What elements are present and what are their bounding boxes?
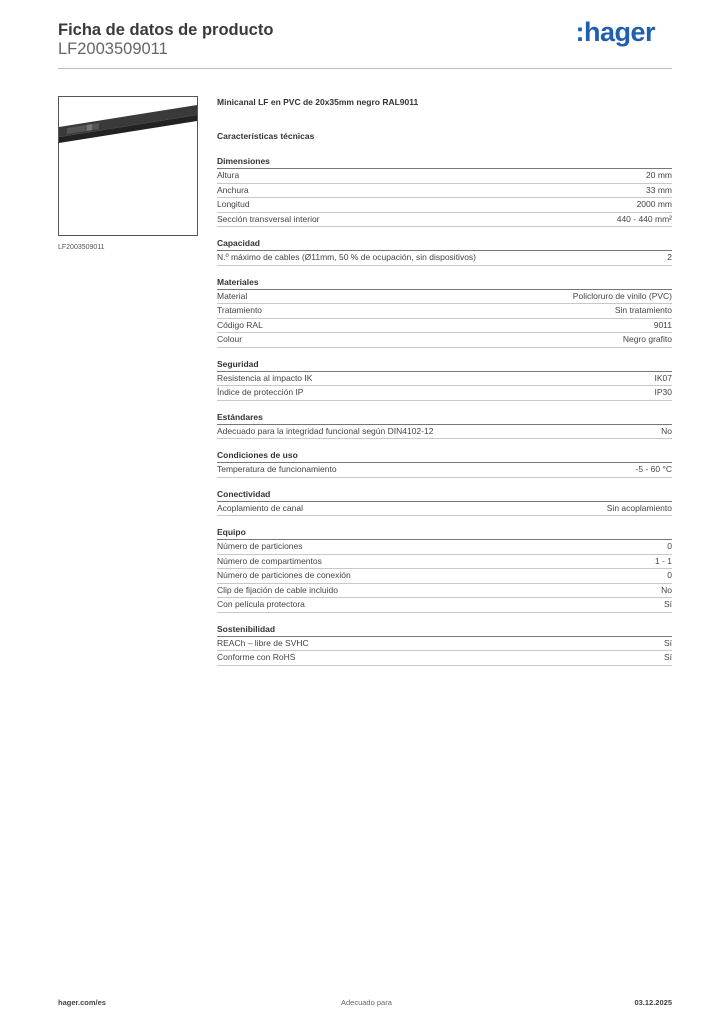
section-title: Sostenibilidad bbox=[217, 623, 672, 637]
spec-value: 2000 mm bbox=[636, 199, 672, 209]
spec-value: 33 mm bbox=[646, 184, 672, 195]
document-header bbox=[58, 20, 273, 59]
spec-row bbox=[217, 569, 672, 584]
footer-website[interactable]: hager.com/es bbox=[58, 998, 106, 1007]
spec-value: Sin acoplamiento bbox=[606, 502, 672, 513]
spec-label: Con película protectora bbox=[217, 599, 305, 609]
spec-section bbox=[217, 623, 672, 666]
trunking-illustration bbox=[59, 97, 197, 235]
section-title: Dimensiones bbox=[217, 155, 672, 169]
section-title: Conectividad bbox=[217, 488, 672, 502]
spec-row bbox=[217, 425, 672, 440]
spec-label: Número de particiones de conexión bbox=[217, 570, 351, 580]
footer-center: Adecuado para bbox=[341, 998, 392, 1007]
spec-section bbox=[217, 449, 672, 478]
spec-value: Sí bbox=[663, 652, 672, 662]
spec-row bbox=[217, 198, 672, 213]
section-title: Estándares bbox=[217, 411, 672, 425]
spec-value: Policloruro de vinilo (PVC) bbox=[572, 290, 672, 301]
spec-label: Colour bbox=[217, 334, 243, 344]
spec-section bbox=[217, 411, 672, 440]
spec-label: Clip de fijación de cable incluido bbox=[217, 584, 338, 595]
spec-label: Adecuado para la integridad funcional según DIN4102-12 bbox=[217, 425, 434, 436]
section-title: Condiciones de uso bbox=[217, 449, 672, 463]
spec-value: IP30 bbox=[654, 387, 672, 397]
spec-label: Acoplamiento de canal bbox=[217, 502, 304, 513]
spec-label: Anchura bbox=[217, 184, 249, 195]
document-title: Ficha de datos de producto bbox=[58, 21, 274, 39]
spec-value: 1 - 1 bbox=[654, 555, 672, 566]
spec-value: Negro grafito bbox=[622, 334, 672, 344]
spec-row bbox=[217, 333, 672, 348]
tech-heading: Características técnicas bbox=[217, 131, 315, 141]
section-title: Seguridad bbox=[217, 358, 672, 372]
spec-section bbox=[217, 488, 672, 517]
spec-label: Código RAL bbox=[217, 319, 263, 330]
hager-logo: :hager bbox=[575, 17, 655, 47]
spec-row bbox=[217, 319, 672, 334]
spec-value: Sí bbox=[663, 599, 672, 609]
spec-row bbox=[217, 386, 672, 401]
spec-value: 20 mm bbox=[646, 170, 672, 180]
section-title: Materiales bbox=[217, 276, 672, 290]
spec-label: Material bbox=[217, 290, 248, 301]
spec-row bbox=[217, 502, 672, 517]
logo-text: hager bbox=[583, 17, 655, 47]
spec-section bbox=[217, 358, 672, 401]
spec-row bbox=[217, 598, 672, 613]
section-title: Equipo bbox=[217, 526, 672, 540]
spec-value: 0 bbox=[667, 570, 672, 580]
spec-row bbox=[217, 372, 672, 387]
spec-value: No bbox=[661, 425, 672, 436]
spec-label: Altura bbox=[217, 170, 240, 180]
product-code: LF2003509011 bbox=[58, 40, 168, 58]
spec-row bbox=[217, 584, 672, 599]
spec-value: IK07 bbox=[654, 372, 672, 383]
spec-section bbox=[217, 237, 672, 266]
spec-label: Índice de protección IP bbox=[217, 387, 304, 397]
spec-label: Número de compartimentos bbox=[217, 555, 322, 566]
spec-value: No bbox=[661, 584, 672, 595]
footer-date: 03.12.2025 bbox=[634, 998, 672, 1007]
spec-label: N.º máximo de cables (Ø11mm, 50 % de ocupación, sin dispositivos) bbox=[217, 252, 477, 262]
image-caption: LF2003509011 bbox=[58, 244, 105, 251]
spec-label: Temperatura de funcionamiento bbox=[217, 464, 337, 474]
spec-label: Conforme con RoHS bbox=[217, 652, 296, 662]
spec-row bbox=[217, 463, 672, 478]
spec-row bbox=[217, 304, 672, 319]
spec-value: Sin tratamiento bbox=[614, 305, 672, 315]
spec-value: 2 bbox=[667, 252, 672, 262]
spec-label: Resistencia al impacto IK bbox=[217, 372, 313, 383]
spec-value: -5 - 60 °C bbox=[635, 464, 672, 474]
spec-value: 0 bbox=[667, 541, 672, 551]
spec-value: 440 - 440 mm² bbox=[616, 213, 672, 224]
section-title: Capacidad bbox=[217, 237, 672, 251]
spec-label: Número de particiones bbox=[217, 541, 303, 551]
spec-row bbox=[217, 540, 672, 555]
spec-sections bbox=[217, 155, 672, 666]
spec-section bbox=[217, 276, 672, 348]
spec-label: Tratamiento bbox=[217, 305, 263, 315]
spec-label: Sección transversal interior bbox=[217, 213, 320, 224]
spec-row bbox=[217, 184, 672, 199]
spec-section bbox=[217, 526, 672, 613]
header-divider bbox=[58, 68, 672, 69]
spec-row bbox=[217, 651, 672, 666]
spec-row bbox=[217, 555, 672, 570]
product-image bbox=[58, 96, 198, 236]
spec-value: 9011 bbox=[653, 319, 672, 330]
spec-row bbox=[217, 213, 672, 228]
spec-value: Sí bbox=[663, 637, 672, 648]
spec-row bbox=[217, 290, 672, 305]
spec-row bbox=[217, 251, 672, 266]
spec-content bbox=[217, 96, 672, 676]
spec-row bbox=[217, 637, 672, 652]
product-name: Minicanal LF en PVC de 20x35mm negro RAL9011 bbox=[217, 97, 419, 107]
spec-row bbox=[217, 169, 672, 184]
spec-label: Longitud bbox=[217, 199, 250, 209]
spec-label: REACh – libre de SVHC bbox=[217, 637, 309, 648]
spec-section bbox=[217, 155, 672, 227]
